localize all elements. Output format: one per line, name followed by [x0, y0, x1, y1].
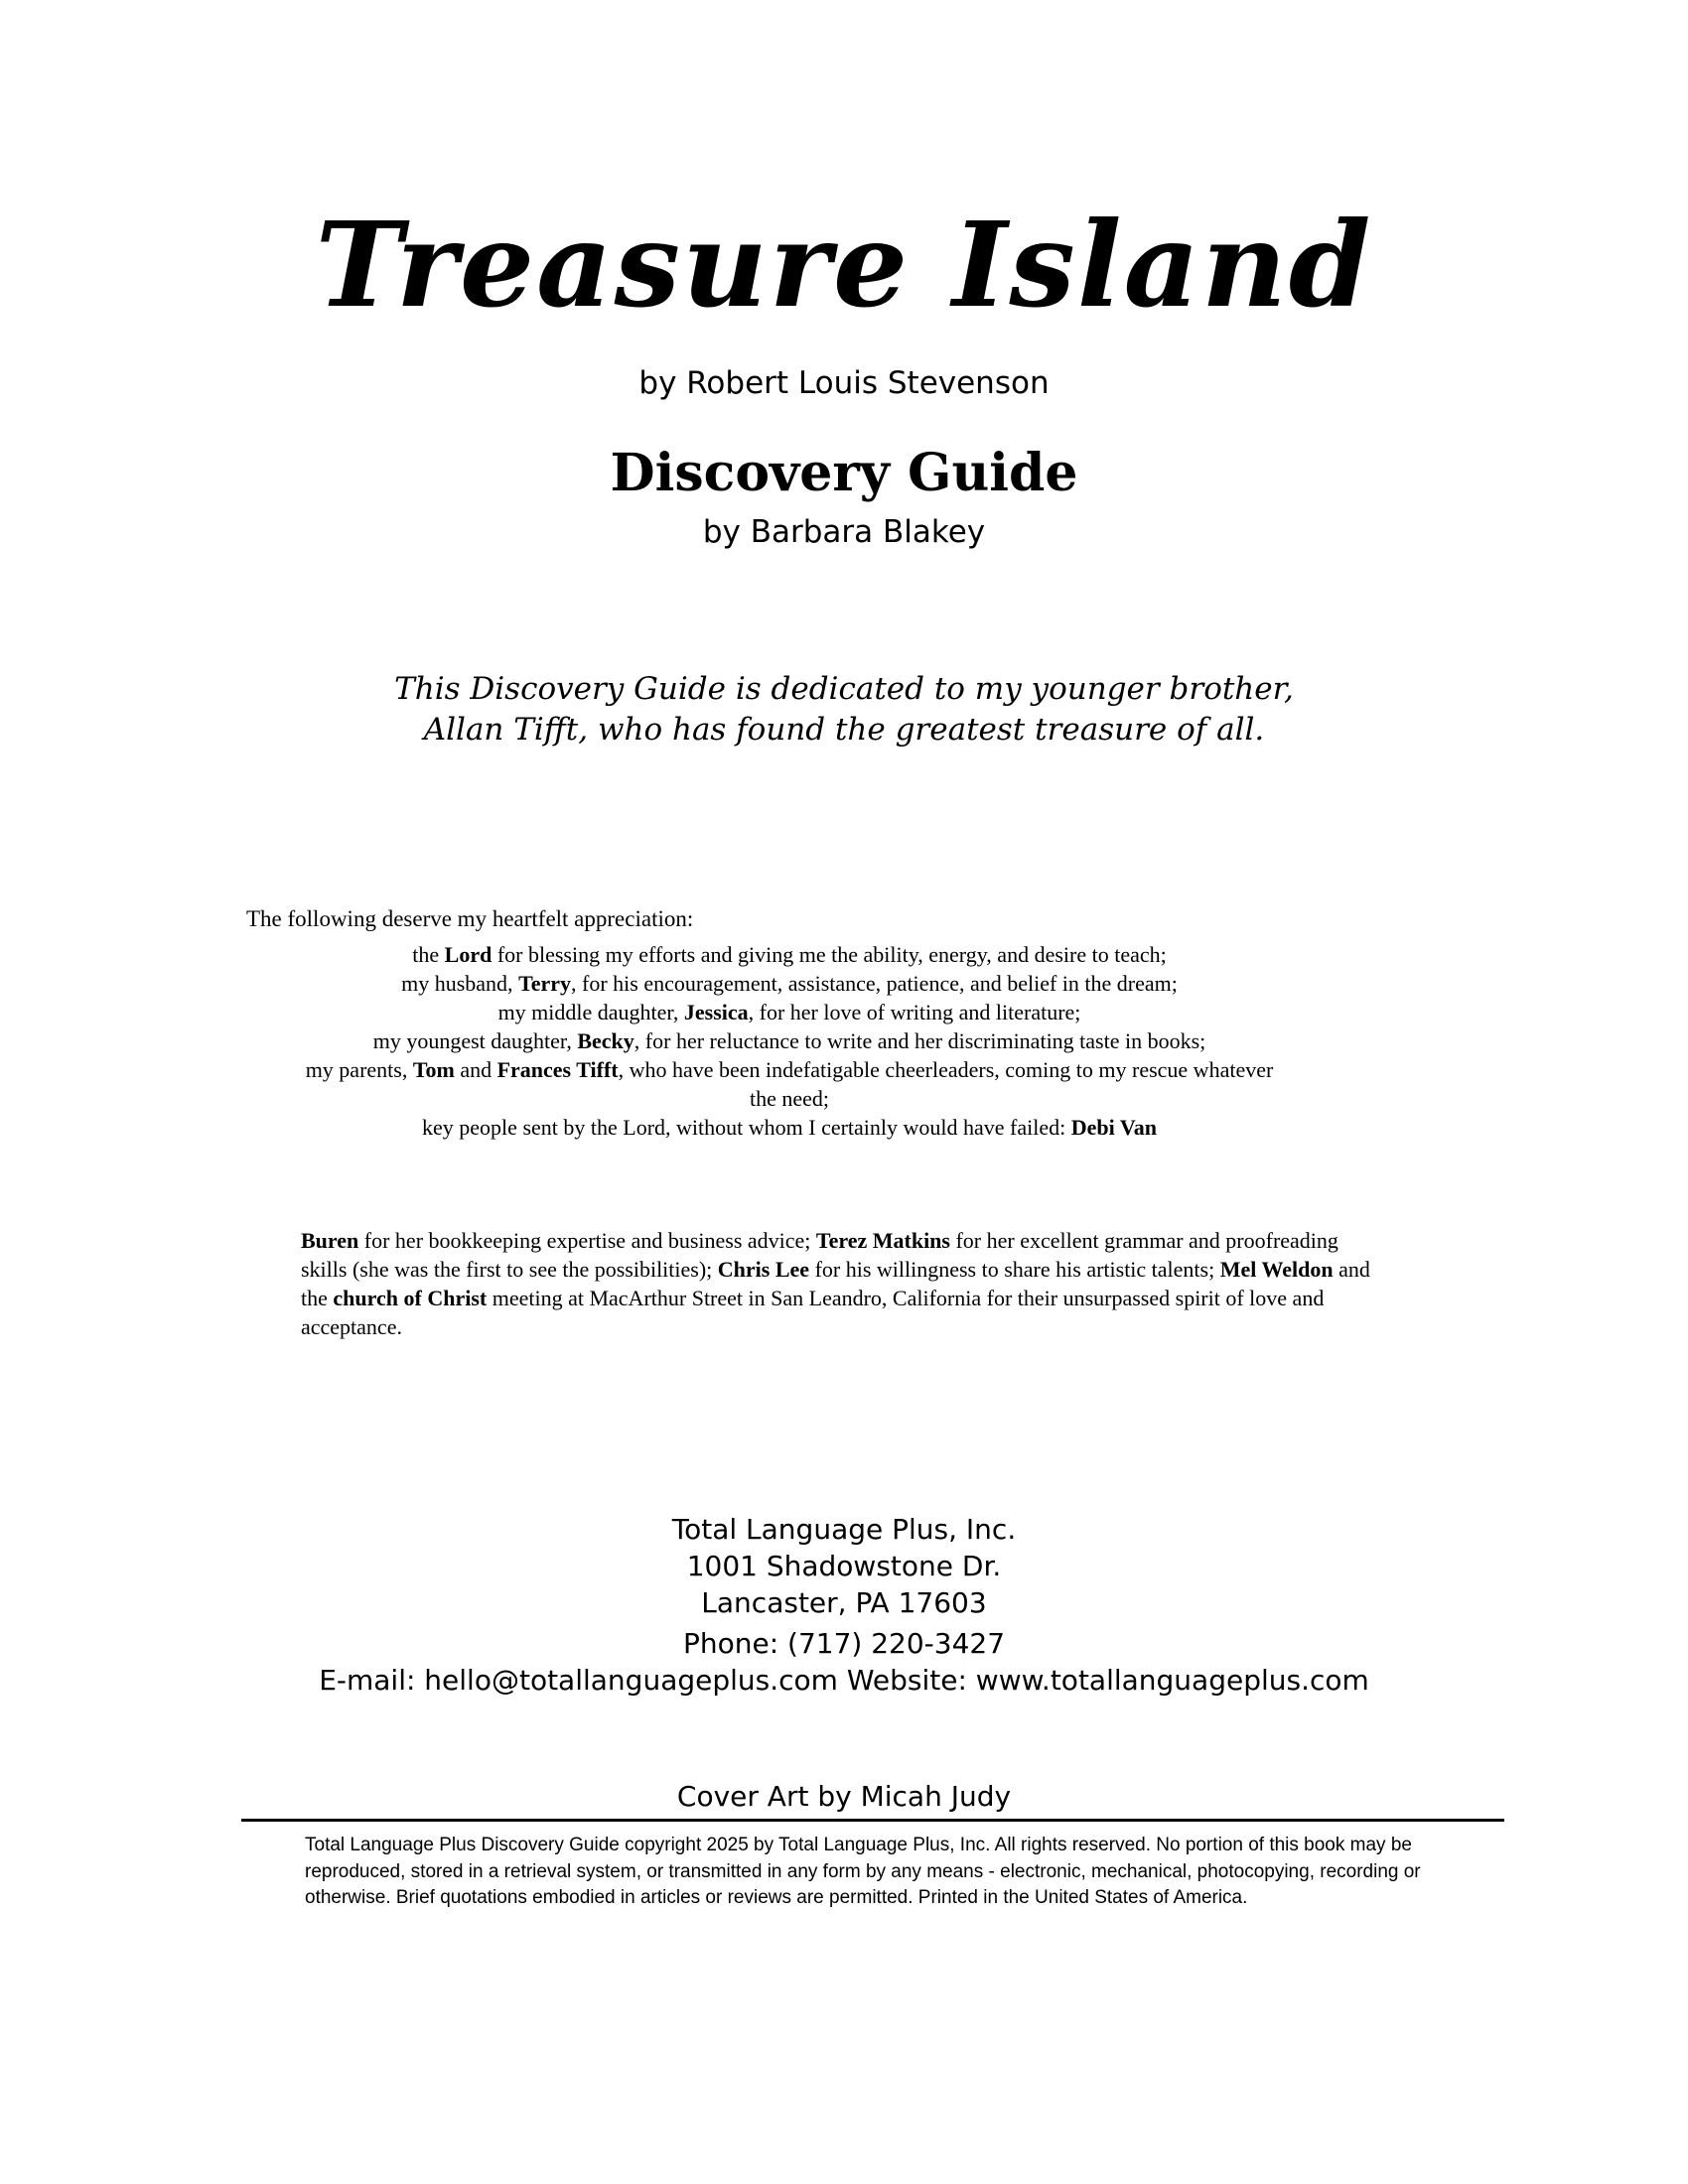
acknowledgments-intro: The following deserve my heartfelt appreciation:: [246, 906, 694, 931]
ack-text: my middle daughter,: [497, 1000, 684, 1024]
book-title: Treasure Island: [315, 196, 1373, 334]
publisher-name: Total Language Plus, Inc.: [671, 1513, 1017, 1546]
ack-item-youngest-daughter: [293, 1026, 1286, 1055]
publisher-city: Lancaster, PA 17603: [701, 1586, 987, 1619]
ack-name: Mel Weldon: [1219, 1257, 1334, 1282]
ack-name: Jessica: [683, 1000, 749, 1024]
ack-text: key people sent by the Lord, without whom I certainly would have failed:: [422, 1115, 1071, 1140]
ack-item-lord: [293, 940, 1286, 969]
ack-text: my parents,: [305, 1057, 413, 1082]
ack-text: , who have been indefatigable cheerleaders, coming to my rescue whatever the need;: [618, 1057, 1274, 1111]
guide-title: Discovery Guide: [610, 443, 1078, 503]
ack-text: and the: [301, 1257, 1370, 1310]
ack-text: my youngest daughter,: [372, 1028, 578, 1053]
acknowledgments-paragraph: [301, 1226, 1373, 1341]
publisher-phone: Phone: (717) 220-3427: [682, 1627, 1006, 1660]
ack-name: Lord: [444, 942, 492, 967]
ack-text: meeting at MacArthur Street in San Leandro, California for their unsurpassed spirit of love and acceptance.: [301, 1286, 1325, 1339]
ack-text: for her excellent grammar and proofreading skills (she was the first to see the possibilities);: [301, 1228, 1338, 1282]
guide-author: by Barbara Blakey: [702, 514, 986, 550]
ack-item-parents: [293, 1055, 1286, 1113]
ack-item-middle-daughter: [293, 998, 1286, 1026]
dedication-line-2: Allan Tifft, who has found the greatest treasure of all.: [423, 711, 1265, 748]
ack-name: church of Christ: [333, 1286, 488, 1310]
ack-text: , for his encouragement, assistance, patience, and belief in the dream;: [571, 971, 1178, 996]
ack-name: Terez Matkins: [815, 1228, 950, 1253]
ack-text: my husband,: [401, 971, 519, 996]
publisher-contact: E-mail: hello@totallanguageplus.com Website: www.totallanguageplus.com: [319, 1664, 1369, 1697]
divider: [241, 1819, 1504, 1822]
cover-art-credit: Cover Art by Micah Judy: [676, 1780, 1012, 1813]
ack-name: Becky: [577, 1028, 634, 1053]
book-author: by Robert Louis Stevenson: [638, 365, 1050, 401]
ack-text: for blessing my efforts and giving me the ability, energy, and desire to teach;: [492, 942, 1167, 967]
ack-name: Chris Lee: [717, 1257, 810, 1282]
publisher-street: 1001 Shadowstone Dr.: [686, 1550, 1002, 1582]
ack-name: Debi Van: [1070, 1115, 1157, 1140]
ack-text: for his willingness to share his artistic talents;: [809, 1257, 1220, 1282]
ack-name: Tom: [412, 1057, 455, 1082]
ack-text: for her bookkeeping expertise and business advice;: [358, 1228, 816, 1253]
ack-text: the: [412, 942, 445, 967]
ack-item-husband: [293, 969, 1286, 998]
dedication-line-1: This Discovery Guide is dedicated to my younger brother,: [394, 671, 1294, 707]
ack-name: Buren: [301, 1228, 359, 1253]
ack-text: and: [454, 1057, 497, 1082]
copyright-notice: Total Language Plus Discovery Guide copyright 2025 by Total Language Plus, Inc. All rights reserved. No portion of this book may be reproduced, stored in a retrieval system, or transmitted in any form by any means - electronic, mechanical, photocopying, recording or otherwise. Brief quotations embodied in articles or reviews are permitted. Printed in the United States of America.: [305, 1835, 1421, 1908]
dedication: [0, 669, 1688, 751]
ack-text: , for her love of writing and literature;: [748, 1000, 1081, 1024]
ack-name: Terry: [518, 971, 572, 996]
acknowledgments-list: [293, 940, 1286, 1142]
publisher-block: [0, 1511, 1688, 1699]
ack-name: Frances Tifft: [496, 1057, 619, 1082]
ack-item-key-people: [293, 1113, 1286, 1142]
ack-text: , for her reluctance to write and her discriminating taste in books;: [633, 1028, 1206, 1053]
